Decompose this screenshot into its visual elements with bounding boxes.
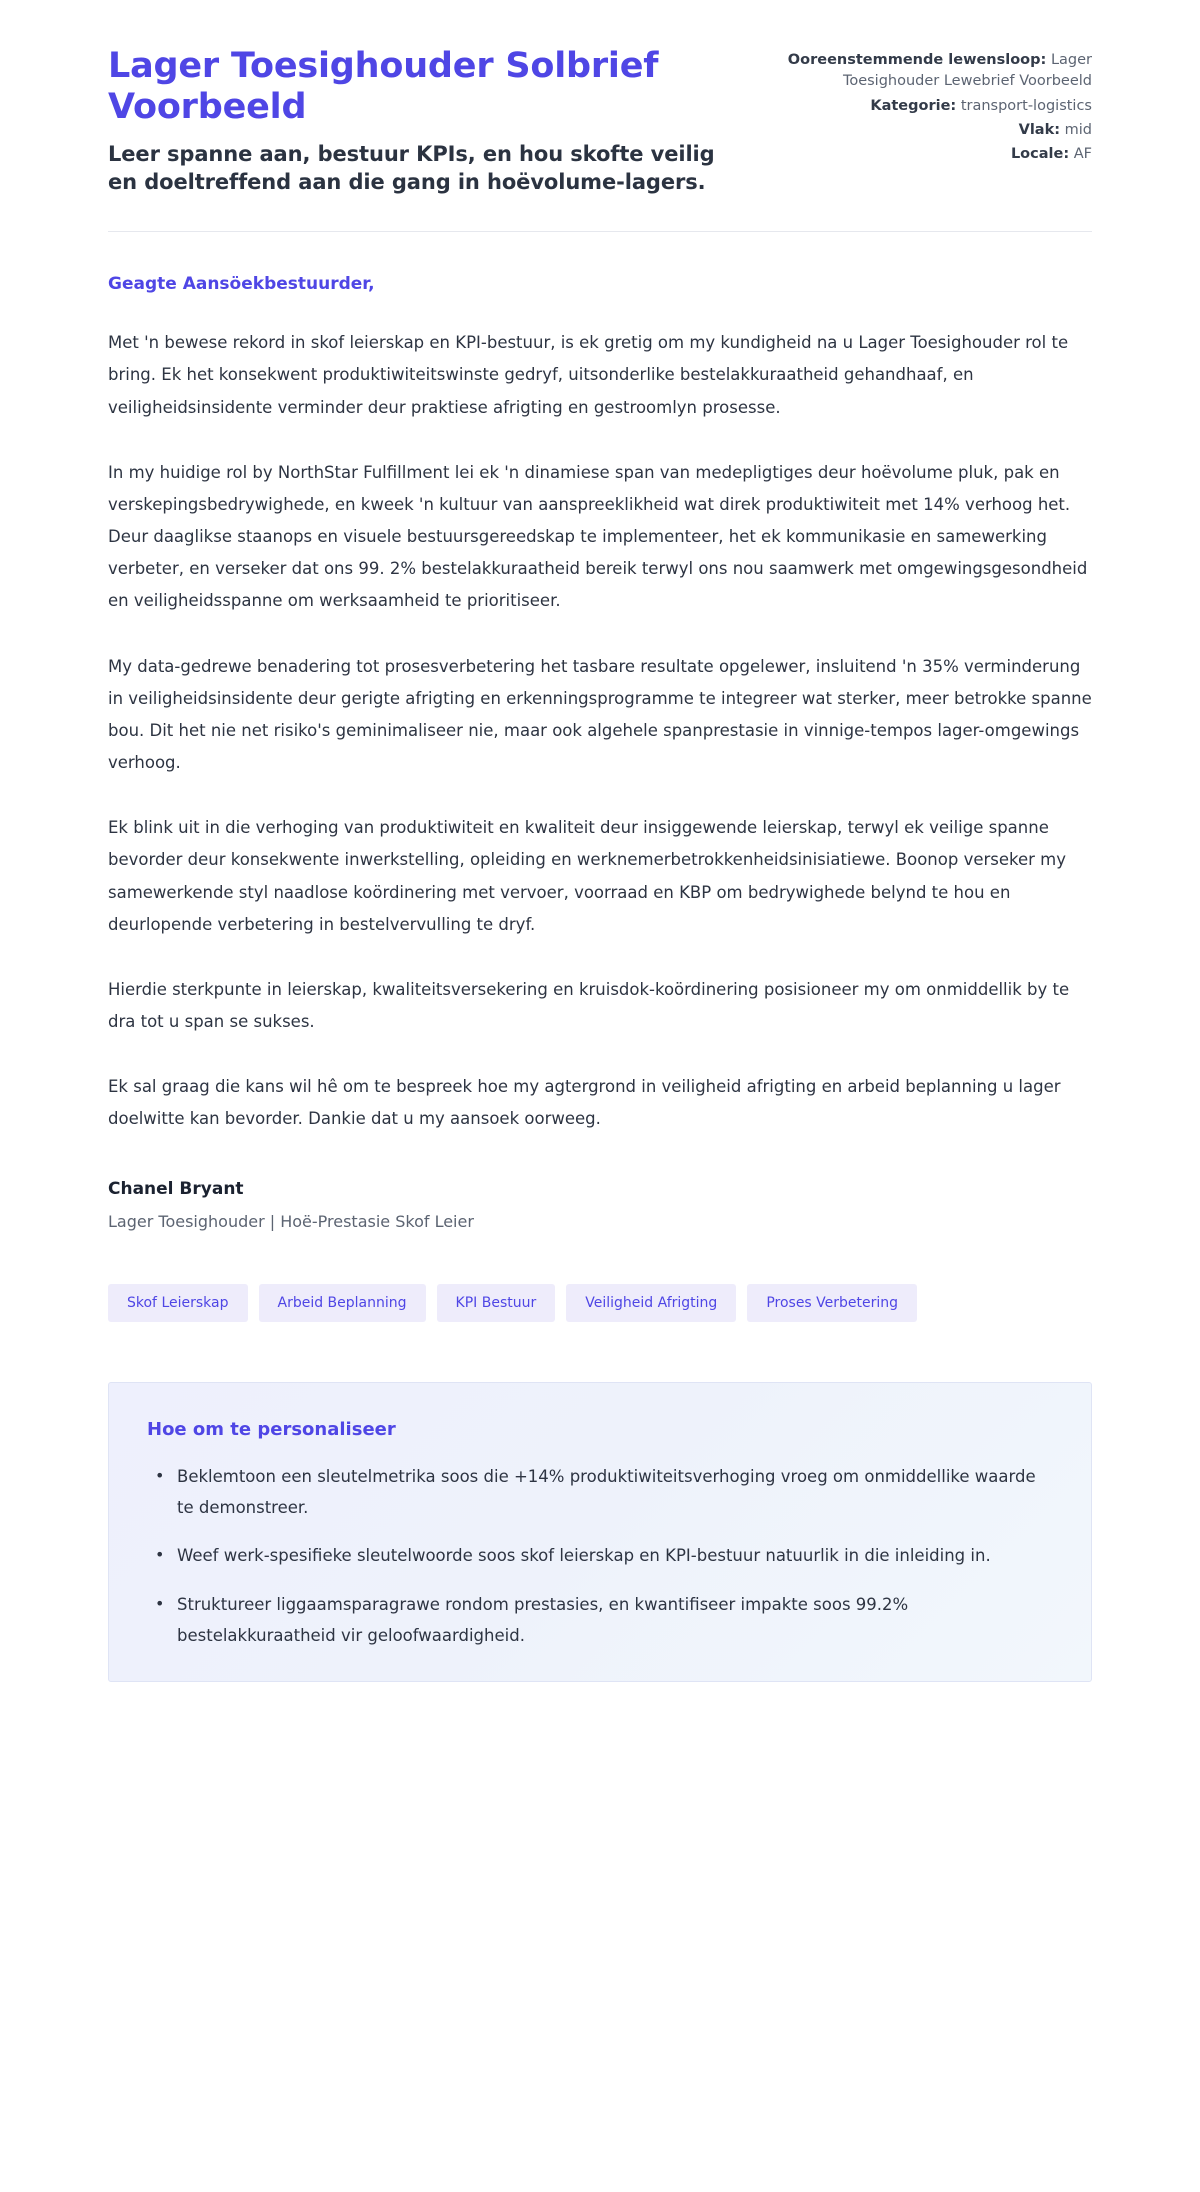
metadata-row-matching-resume [772,50,1092,93]
tag-chip[interactable]: Veiligheid Afrigting [566,1284,736,1322]
letter-paragraph: Met 'n bewese rekord in skof leierskap en KPI-bestuur, is ek gretig om my kundigheid na u Lager Toesighouder rol te bring. Ek het konsekwent produktiwiteitswinste gedryf, uitsonderlike bestelakkuraatheid gehandhaaf, en veiligheidsinsidente verminder deur praktiese afrigting en gestroomlyn prosesse. [108,333,1069,417]
callout-tip-list [147,1461,1053,1652]
letter-salutation: Geagte Aansöekbestuurder, [108,273,375,294]
list-item: • Beklemtoon een sleutelmetrika soos die +14% produktiwiteitsverhoging vroeg om onmiddellike waarde te demonstreer. [173,1461,1053,1524]
metadata-label-matching-resume: Ooreenstemmende lewensloop: [787,52,1047,68]
cover-letter-body [108,232,1092,1683]
letter-paragraph: Ek blink uit in die verhoging van produktiwiteit en kwaliteit deur insiggewende leierskap, terwyl ek veilige spanne bevorder deur konsekwente inwerkstelling, opleiding en werknemerbetrokkenheidsinisiatiewe. Boonop verseker my samewerkende styl naadlose koördinering met vervoer, voorraad en KBP om bedrywighede belynd te hou en deurlopende verbetering in bestelvervulling te dryf. [108,818,1067,934]
metadata-value-matching-resume: Lager Toesighouder Lewebrief Voorbeeld [842,52,1092,90]
tag-chip[interactable]: Skof Leierskap [108,1284,248,1322]
tag-chip[interactable]: KPI Bestuur [437,1284,556,1322]
list-item: • Weef werk-spesifieke sleutelwoorde soos skof leierskap en KPI-bestuur natuurlik in die inleiding in. [173,1540,1053,1571]
signature-name: Chanel Bryant [108,1178,244,1199]
document-metadata [772,46,1092,169]
header-title-block [108,46,732,197]
metadata-value-level: mid [1064,121,1092,138]
letter-paragraph: Ek sal graag die kans wil hê om te bespreek hoe my agtergrond in veiligheid afrigting en arbeid beplanning u lager doelwitte kan bevorder. Dankie dat u my aansoek oorweeg. [108,1077,1061,1129]
page-title: Lager Toesighouder Solbrief Voorbeeld [108,46,659,128]
signature-role: Lager Toesighouder | Hoë-Prestasie Skof Leier [108,1212,474,1232]
metadata-label-locale: Locale: [1010,146,1070,163]
metadata-row-category [772,96,1092,117]
letter-paragraph: My data-gedrewe benadering tot prosesverbetering het tasbare resultate opgelewer, insluitend 'n 35% verminderung in veiligheidsinsidente deur gerigte afrigting en erkenningsprogramme te integreer wat sterker, meer betrokke spanne bou. Dit het nie net risiko's geminimaliseer nie, maar ook algehele spanprestasie in vinnige-tempos lager-omgewings verhoog. [108,656,1092,773]
letter-paragraph: In my huidige rol by NorthStar Fulfillment lei ek 'n dinamiese span van medepligtiges deur hoëvolume pluk, pak en verskepingsbedrywighede, en kweek 'n kultuur van aanspreeklikheid wat direk produktiwiteit met 14% verhoog het. Deur daaglikse staanops en visuele bestuursgereedskap te implementeer, het ek kommunikasie en samewerking verbeter, en verseker dat ons 99. 2% bestelakkuraatheid bereik terwyl ons nou saamwerk met omgewingsgesondheid en veiligheidsspanne om werksaamheid te prioritiseer. [108,462,1088,611]
metadata-value-locale: AF [1073,146,1092,163]
metadata-value-category: transport-logistics [960,97,1092,114]
list-item: • Struktureer liggaamsparagrawe rondom prestasies, en kwantifiseer impakte soos 99.2% bestelakkuraatheid vir geloofwaardigheid. [173,1589,1053,1652]
callout-title: Hoe om te personaliseer [147,1419,396,1441]
metadata-label-level: Vlak: [1018,121,1061,138]
document-header [108,46,1092,231]
letter-paragraph: Hierdie sterkpunte in leierskap, kwaliteitsversekering en kruisdok-koördinering posisioneer my om onmiddellik by te dra tot u span se sukses. [108,979,1070,1032]
metadata-label-category: Kategorie: [870,97,957,114]
metadata-row-level [772,120,1092,141]
metadata-row-locale [772,144,1092,165]
tag-chip[interactable]: Proses Verbetering [747,1284,917,1322]
personalization-callout [108,1382,1092,1682]
tag-chip[interactable]: Arbeid Beplanning [259,1284,426,1322]
signature-block [108,1178,1092,1235]
tag-list [108,1284,1092,1322]
page-subtitle: Leer spanne aan, bestuur KPIs, en hou skofte veilig en doeltreffend aan die gang in hoëvolume-lagers. [108,141,715,195]
